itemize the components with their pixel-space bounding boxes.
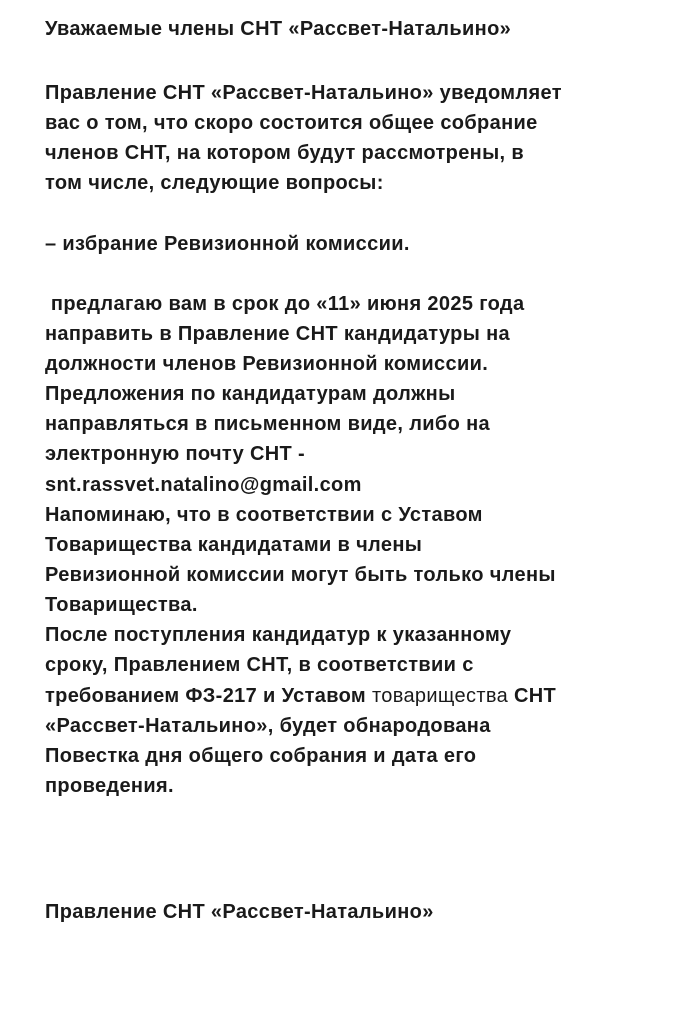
body-line-2: направить в Правление СНТ кандидатуры на: [45, 323, 510, 345]
body-line-1: предлагаю вам в срок до «11» июня 2025 года: [45, 293, 525, 315]
intro-line-1: Правление СНТ «Рассвет-Натальино» уведомляет: [45, 82, 562, 104]
mixed-line-bold-end: СНТ: [508, 685, 557, 707]
intro-line-3: членов СНТ, на котором будут рассмотрены, в: [45, 142, 524, 164]
body-line-12: После поступления кандидатур к указанному: [45, 624, 512, 646]
body-line-3: должности членов Ревизионной комиссии.: [45, 353, 489, 375]
signature: Правление СНТ «Рассвет-Натальино»: [45, 901, 434, 923]
body-line-13: сроку, Правлением СНТ, в соответствии с: [45, 654, 474, 676]
body-line-8: Напоминаю, что в соответствии с Уставом: [45, 504, 483, 526]
body-line-9: Товарищества кандидатами в члены: [45, 534, 423, 556]
agenda-item: – избрание Ревизионной комиссии.: [45, 233, 410, 255]
mixed-line-bold-start: требованием ФЗ-217 и Уставом: [45, 685, 372, 707]
mixed-line-normal-word: товарищества: [371, 685, 509, 707]
body-line-11: Товарищества.: [45, 594, 198, 616]
closing-line-2: Повестка дня общего собрания и дата его: [45, 745, 477, 767]
closing-line-1: «Рассвет-Натальино», будет обнародована: [45, 715, 491, 737]
closing-line-3: проведения.: [45, 775, 174, 797]
body-line-10: Ревизионной комиссии могут быть только члены: [45, 564, 556, 586]
greeting-heading: Уважаемые члены СНТ «Рассвет-Натальино»: [45, 18, 512, 40]
body-line-5: направляться в письменном виде, либо на: [45, 413, 490, 435]
mixed-style-line: [45, 684, 556, 708]
intro-line-4: том числе, следующие вопросы:: [45, 172, 384, 194]
body-line-6: электронную почту СНТ -: [45, 443, 306, 465]
email-address: snt.rassvet.natalino@gmail.com: [45, 474, 362, 496]
intro-line-2: вас о том, что скоро состоится общее собрание: [45, 112, 538, 134]
body-line-4: Предложения по кандидатурам должны: [45, 383, 456, 405]
